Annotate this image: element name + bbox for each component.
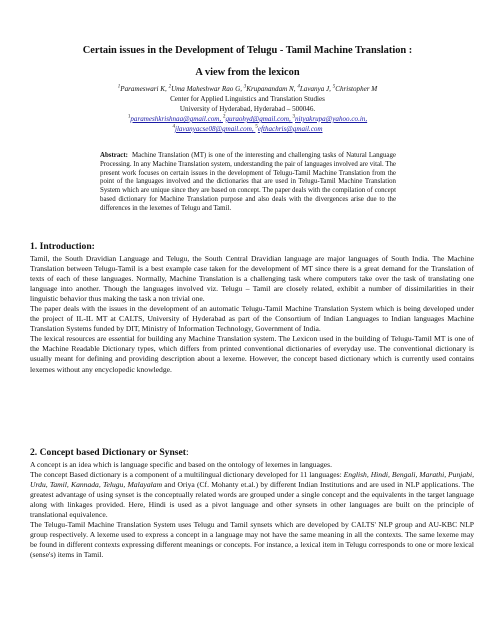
paragraph: The Telugu-Tamil Machine Translation System uses Telugu and Tamil synsets which are developed by CALTS' NLP group and AU-KBC NLP group respectively. A lexeme used to express a concept in a language may not have the same meaning in all the contexts. The same lexeme may be found in different contexts expressing different meanings or concepts. For instance, a lexical item in Telugu corresponds to one or more lexical (sense's) items in Tamil. xyxy=(30,520,474,560)
paragraph xyxy=(30,470,474,520)
email-line1 xyxy=(30,115,465,125)
paragraph: The paper deals with the issues in the development of an automatic Telugu-Tamil Machine Translation System which is being developed under the project of IL-IL MT at CALTS, University of Hyderabad as part of the Consortium of Indian Languages to Indian languages Machine Translation Systems funded by DIT, Ministry of Information Technology, Government of India. xyxy=(30,304,474,334)
paragraph-text: and Oriya (Cf. Mohanty et.al.) by different Indian Institutions and are used in NLP applications. The greatest advantage of using synset is the conceptually related words are grouped under a single concept and the equivalents in the target language along with linkages provided. Here, Hindi is used as a pivot language and other synsets in other languages are built on the principle of translational equivalence. xyxy=(30,480,474,520)
author-index: 5 xyxy=(332,84,336,90)
section1-body xyxy=(30,254,474,375)
author-name: Lavanya J, xyxy=(299,85,333,93)
author-name: Parameswari K, xyxy=(120,85,169,93)
paper-title-line1: Certain issues in the Development of Telugu - Tamil Machine Translation : xyxy=(82,45,413,56)
paragraph: The lexical resources are essential for building any Machine Translation system. The Lexicon used in the building of Telugu-Tamil MT is one of the Machine Readable Dictionary types, which differs from printed conventional dictionaries of everyday use. The conventional dictionary is usually meant for defining and providing description about a lexeme. However, the concept based dictionary which is currently used contains lexemes without any encyclopedic knowledge. xyxy=(30,334,474,374)
section2-heading-colon: : xyxy=(186,447,189,458)
paragraph: A concept is an idea which is language specific and based on the ontology of lexemes in languages. xyxy=(30,460,332,469)
email-index: 5 xyxy=(255,124,258,130)
author-name: Krupanandam N, xyxy=(246,85,298,93)
section2-heading-text: 2. Concept based Dictionary or Synset xyxy=(30,447,186,458)
email-index: 4 xyxy=(172,124,175,130)
email-link[interactable]: jlavanyacse08@gmail.com, xyxy=(174,125,256,133)
affiliation-line1: Center for Applied Linguistics and Translation Studies xyxy=(170,95,325,103)
author-list xyxy=(30,85,465,95)
author-index: 2 xyxy=(168,84,172,90)
abstract-text: Machine Translation (MT) is one of the interesting and challenging tasks of Natural Language Processing. In any Machine Translation system, understanding the pair of languages involved are vital. The present work focuses on certain issues in the development of Telugu-Tamil Machine Translation from the point of the languages involved and the dictionaries that are used in Telugu-Tamil Machine Translation System which are unique since they are based on concept. The paper deals with the compilation of concept based dictionary for Machine Translation purpose and also deals with the divergences arise due to the differences in the lexemes of Telugu and Tamil. xyxy=(100,152,396,212)
paragraph-text: The concept Based dictionary is a component of a multilingual dictionary developed for 11 languages: xyxy=(30,470,344,480)
affiliation-line2: University of Hyderabad, Hyderabad – 500046. xyxy=(179,105,316,113)
author-name: Christopher M xyxy=(335,85,378,93)
email-link[interactable]: parameshkrishnaa@gmail.com, xyxy=(130,115,223,123)
section1-heading: 1. Introduction: xyxy=(30,241,95,252)
author-index: 4 xyxy=(297,84,300,90)
abstract-label: Abstract: xyxy=(100,152,128,159)
author-index: 1 xyxy=(117,84,121,90)
email-link[interactable]: nityakrupa@yahoo.co.in, xyxy=(295,115,368,123)
email-link[interactable]: efthachris@gmail.com xyxy=(257,125,323,133)
author-index: 3 xyxy=(243,84,247,90)
language-list: English, Hindi, Bengali, Marathi, Punjabi, Urdu, Tamil, Kannada, Telugu, Malayalam xyxy=(30,470,474,490)
email-index: 2 xyxy=(222,114,226,120)
email-line2 xyxy=(30,125,465,135)
section2-heading xyxy=(30,447,189,459)
paragraph: Tamil, the South Dravidian Language and Telugu, the South Central Dravidian language are major languages of South India. The Machine Translation between Telugu-Tamil is a best example case taken for the development of MT since there is a great demand for the Translation of texts of each of these languages. Normally, Machine Translation is a challenging task where computers take over the task of translating one language into another. Though the languages involved viz. Telugu – Tamil are closely related, exhibit a number of dissimilarities in their linguistic behavior thus making the task a non trivial one. xyxy=(30,254,474,304)
section2-body xyxy=(30,460,474,560)
email-link[interactable]: guraohyd@gmail.com, xyxy=(225,115,293,123)
author-name: Uma Maheshwar Rao G, xyxy=(171,85,244,93)
paper-title-line2: A view from the lexicon xyxy=(195,67,300,78)
email-index: 1 xyxy=(127,114,131,120)
abstract xyxy=(100,152,396,214)
email-index: 3 xyxy=(292,114,295,120)
